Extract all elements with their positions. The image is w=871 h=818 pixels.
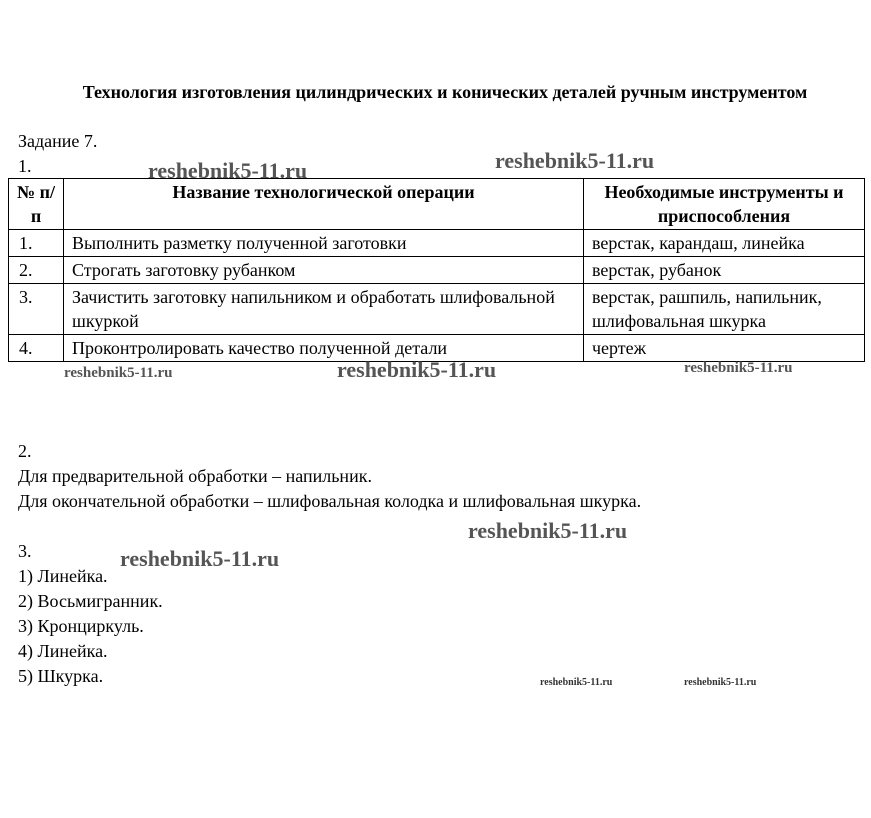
section-2-label: 2. — [18, 441, 32, 461]
watermark: reshebnik5-11.ru — [540, 677, 613, 688]
watermark: reshebnik5-11.ru — [495, 148, 655, 173]
header-number: № п/п — [9, 179, 64, 230]
section-2-line: Для предварительной обработки – напильник. — [18, 466, 372, 486]
table-row — [9, 257, 865, 284]
section-1-label: 1. — [18, 156, 32, 176]
watermark: reshebnik5-11.ru — [468, 518, 628, 543]
row-number: 3. — [9, 284, 64, 335]
watermark: reshebnik5-11.ru — [684, 677, 757, 688]
section-3-item: 3) Кронциркуль. — [18, 616, 144, 636]
row-operation: Проконтролировать качество полученной детали — [64, 335, 584, 362]
watermark: reshebnik5-11.ru — [148, 158, 308, 183]
table-row — [9, 284, 865, 335]
row-tools: верстак, рубанок — [584, 257, 865, 284]
section-3-item: 1) Линейка. — [18, 566, 108, 586]
watermark: reshebnik5-11.ru — [64, 365, 173, 381]
operations-table — [8, 178, 865, 362]
row-operation: Выполнить разметку полученной заготовки — [64, 230, 584, 257]
watermark: reshebnik5-11.ru — [120, 546, 280, 571]
table-row — [9, 230, 865, 257]
row-number: 1. — [9, 230, 64, 257]
row-operation: Строгать заготовку рубанком — [64, 257, 584, 284]
watermark: reshebnik5-11.ru — [337, 357, 497, 382]
header-operation: Название технологической операции — [64, 179, 584, 230]
header-tools: Необходимые инструменты и приспособления — [584, 179, 865, 230]
row-tools: верстак, рашпиль, напильник, шлифовальная шкурка — [584, 284, 865, 335]
task-label: Задание 7. — [18, 131, 98, 151]
row-number: 4. — [9, 335, 64, 362]
section-3-item: 2) Восьмигранник. — [18, 591, 163, 611]
table-header-row — [9, 179, 865, 230]
document-title: Технология изготовления цилиндрических и конических деталей ручным инструментом — [82, 82, 808, 102]
row-operation: Зачистить заготовку напильником и обработать шлифовальной шкуркой — [64, 284, 584, 335]
section-3-item: 4) Линейка. — [18, 641, 108, 661]
section-3-item: 5) Шкурка. — [18, 666, 104, 686]
section-3-label: 3. — [18, 541, 32, 561]
row-tools: чертеж — [584, 335, 865, 362]
row-tools: верстак, карандаш, линейка — [584, 230, 865, 257]
row-number: 2. — [9, 257, 64, 284]
watermark: reshebnik5-11.ru — [684, 360, 793, 376]
section-2-line: Для окончательной обработки – шлифовальная колодка и шлифовальная шкурка. — [18, 491, 642, 511]
